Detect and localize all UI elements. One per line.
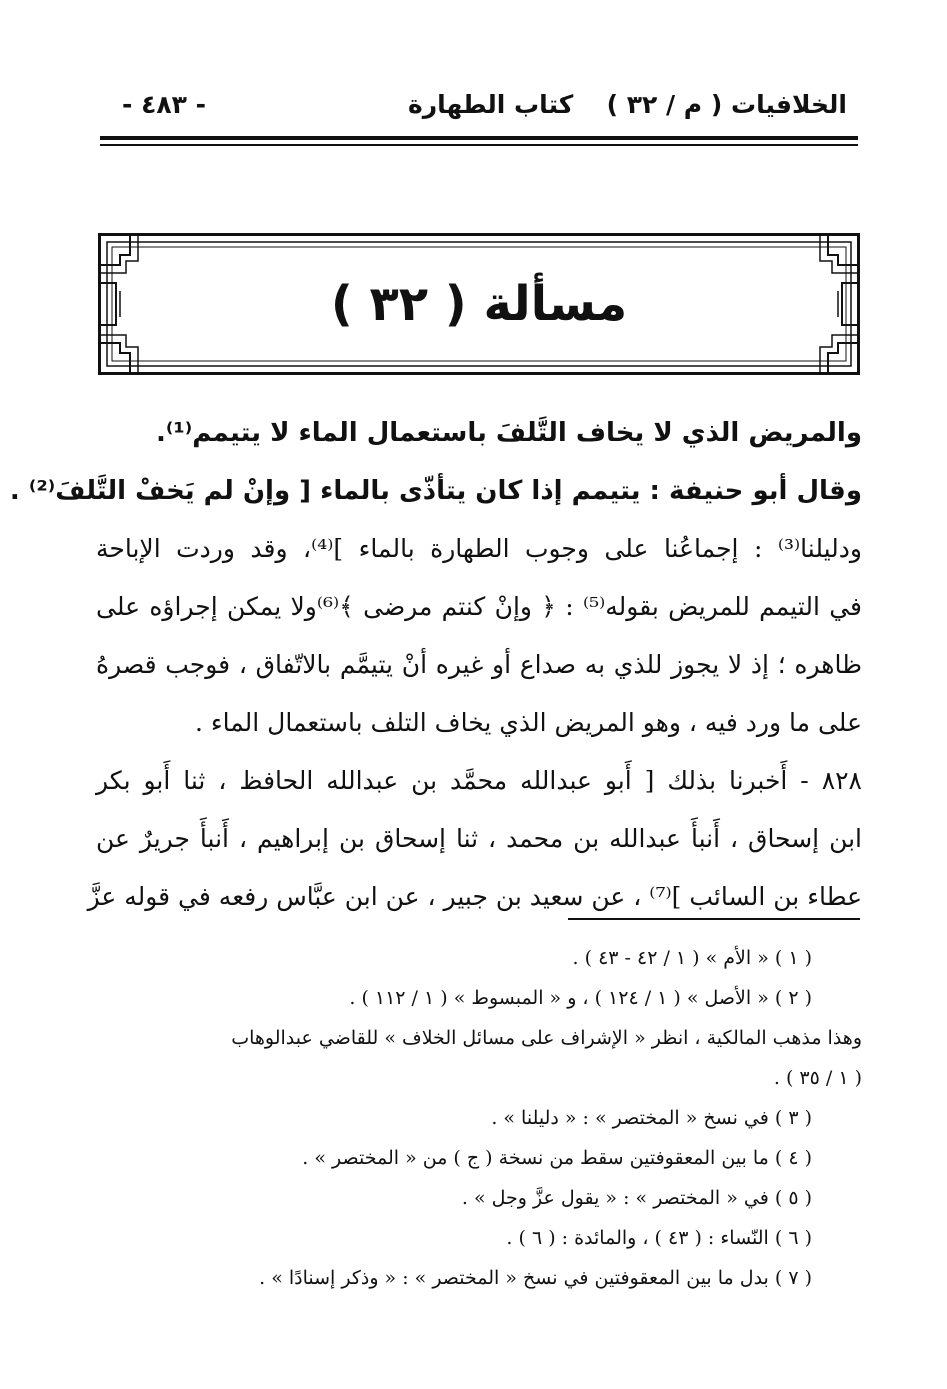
footnote: ( ٤ ) ما بين المعقوفتين سقط من نسخة ( ج ) من « المختصر » . <box>302 1147 812 1169</box>
footnote: ( ٢ ) « الأصل » ( ١ / ١٢٤ ) ، و « المبسوط » ( ١ / ١١٢ ) . <box>349 987 812 1009</box>
text-line: والمريض الذي لا يخاف التَّلفَ باستعمال الماء لا يتيمم⁽¹⁾. <box>155 418 862 448</box>
footnote: ( ٦ ) النّساء : ( ٤٣ ) ، والمائدة : ( ٦ ) . <box>506 1227 812 1249</box>
header-rule-thick <box>100 136 858 140</box>
main-text <box>9 404 863 926</box>
text-line: عطاء بن السائب ]⁽⁷⁾ ، عن سعيد بن جبير ، عن ابن عبَّاس رفعه في قوله عزَّ <box>87 882 862 911</box>
title-frame <box>98 233 860 375</box>
text-line: في التيمم للمريض بقوله⁽⁵⁾ : ﴿ وإنْ كنتم مرضى ﴾⁽⁶⁾ولا يمكن إجراؤه على <box>96 592 862 621</box>
footnotes <box>92 938 862 1298</box>
header-rule-thin <box>100 144 858 146</box>
footnote-separator <box>568 918 860 920</box>
footnote: ( ١ ) « الأم » ( ١ / ٤٢ - ٤٣ ) . <box>572 947 812 969</box>
text-line: ظاهره ؛ إذ لا يجوز للذي به صداع أو غيره أنْ يتيمَّم بالاتّفاق ، فوجب قصرهُ <box>96 650 862 679</box>
text-line: وقال أبو حنيفة : يتيمم إذا كان يتأذّى بالماء [ وإنْ لم يَخفْ التَّلفَ⁽²⁾ . <box>9 476 862 506</box>
text-line: على ما ورد فيه ، وهو المريض الذي يخاف التلف باستعمال الماء . <box>194 708 862 737</box>
book-title: كتاب الطهارة <box>408 90 574 119</box>
footnote: ( ٣ ) في نسخ « المختصر » : « دليلنا » . <box>491 1107 812 1129</box>
text-line: ٨٢٨ - أَخبرنا بذلك [ أَبو عبدالله محمَّد بن عبدالله الحافظ ، ثنا أَبو بكر <box>96 766 862 795</box>
footnote: ( ٧ ) بدل ما بين المعقوفتين في نسخ « المختصر » : « وذكر إسنادًا » . <box>259 1267 812 1289</box>
page-number: - ٤٨٣ - <box>122 90 206 119</box>
text-line: ودليلنا⁽³⁾ : إجماعُنا على وجوب الطهارة بالماء ]⁽⁴⁾، وقد وردت الإباحة <box>96 534 862 563</box>
footnote: ( ٥ ) في « المختصر » : « يقول عزَّ وجل » . <box>461 1187 812 1209</box>
footnote: ( ١ / ٣٥ ) . <box>773 1067 862 1089</box>
issue-title: مسألة ( ٣٢ ) <box>330 276 628 332</box>
running-title: الخلافيات ( م / ٣٢ ) <box>606 90 847 119</box>
footnote: وهذا مذهب المالكية ، انظر « الإشراف على مسائل الخلاف » للقاضي عبدالوهاب <box>231 1027 862 1049</box>
text-line: ابن إسحاق ، أَنبأَ عبدالله بن محمد ، ثنا إسحاق بن إبراهيم ، أَنبأَ جريرٌ عن <box>96 824 863 853</box>
